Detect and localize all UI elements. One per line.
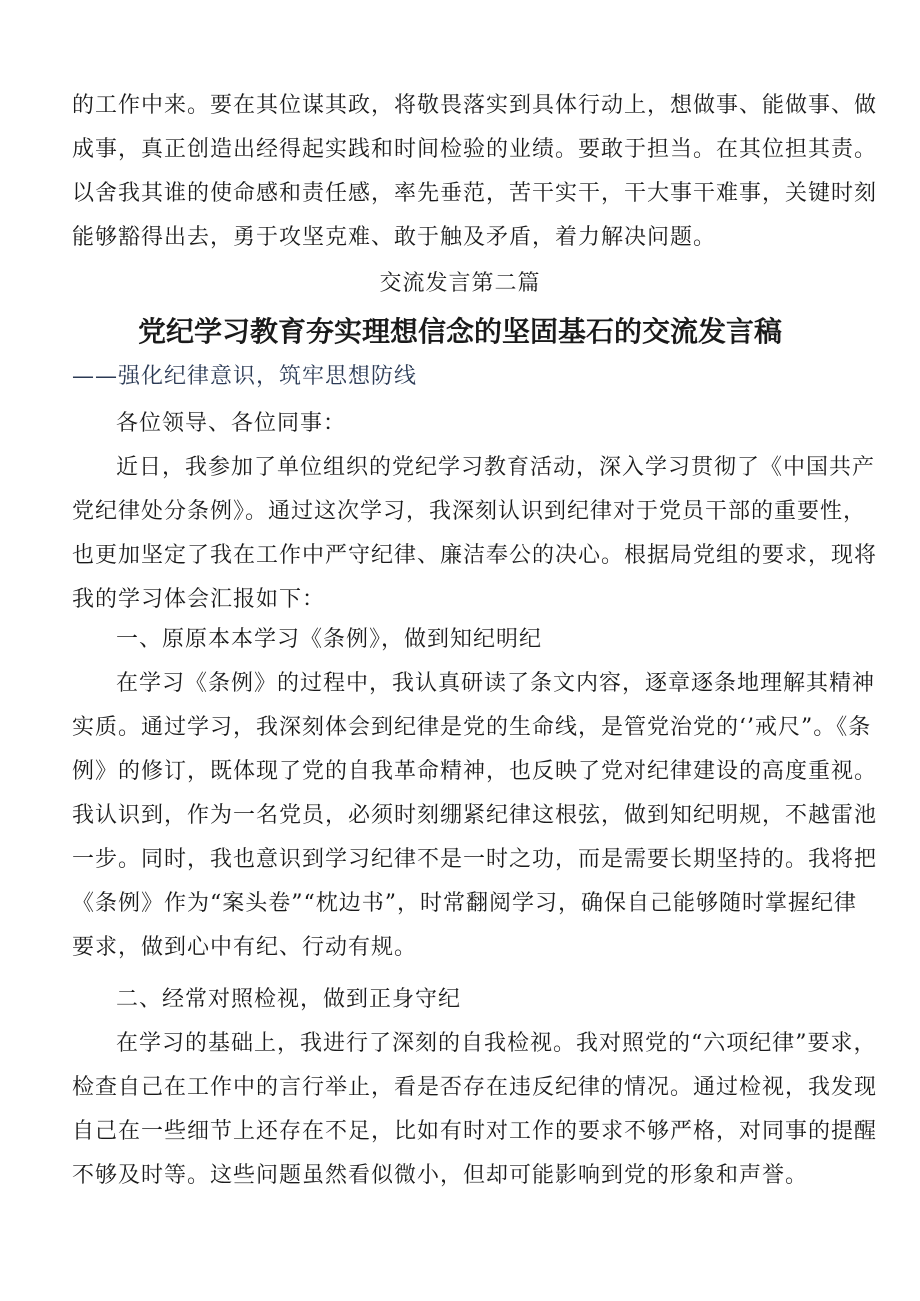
intro-paragraph: [72, 446, 878, 622]
section-heading-1: 一、原原本本学习《条例》，做到知纪明纪: [116, 627, 543, 652]
section-heading-2: 二、经常对照检视，做到正身守纪: [116, 987, 462, 1012]
continuation-paragraph-text: 的工作中来。要在其位谋其政，将敬畏落实到具体行动上，想做事、能做事、做成事，真正创造出经得起实践和时间检验的业绩。要敢于担当。在其位担其责。以舍我其谁的使命感和责任感，率先垂范，苦干实干，干大事干难事，关键时刻能够豁得出去，勇于攻坚克难、敢于触及矛盾，着力解决问题。: [72, 93, 878, 250]
section-paragraph-1: [72, 662, 878, 970]
intro-paragraph-text: 近日，我参加了单位组织的党纪学习教育活动，深入学习贯彻了《中国共产党纪律处分条例》。通过这次学习，我深刻认识到纪律对于党员干部的重要性，也更加坚定了我在工作中严守纪律、廉洁奉公的决心。根据局党组的要求，现将我的学习体会汇报如下：: [72, 455, 878, 612]
section-paragraph-1-text: 在学习《条例》的过程中，我认真研读了条文内容，逐章逐条地理解其精神实质。通过学习，我深刻体会到纪律是党的生命线，是管党治党的‘’戒尺”。《条例》的修订，既体现了党的自我革命精神，也反映了党对纪律建设的高度重视。我认识到，作为一名党员，必须时刻绷紧纪律这根弦，做到知纪明规，不越雷池一步。同时，我也意识到学习纪律不是一时之功，而是需要长期坚持的。我将把《条例》作为“案头卷”“枕边书”，时常翻阅学习，确保自己能够随时掌握纪律要求，做到心中有纪、行动有规。: [72, 671, 878, 960]
continuation-paragraph: [72, 84, 878, 260]
subtitle: ——强化纪律意识，筑牢思想防线: [72, 364, 418, 389]
section-paragraph-2: [72, 1022, 878, 1198]
section-paragraph-2-text: 在学习的基础上，我进行了深刻的自我检视。我对照党的“六项纪律”要求，检查自己在工作中的言行举止，看是否存在违反纪律的情况。通过检视，我发现自己在一些细节上还存在不足，比如有时对工作的要求不够严格，对同事的提醒不够及时等。这些问题虽然看似微小，但却可能影响到党的形象和声誉。: [72, 1031, 878, 1188]
greeting: 各位领导、各位同事：: [116, 411, 347, 436]
section-title: 交流发言第二篇: [379, 271, 541, 296]
main-title: 党纪学习教育夯实理想信念的坚固基石的交流发言稿: [137, 315, 782, 348]
